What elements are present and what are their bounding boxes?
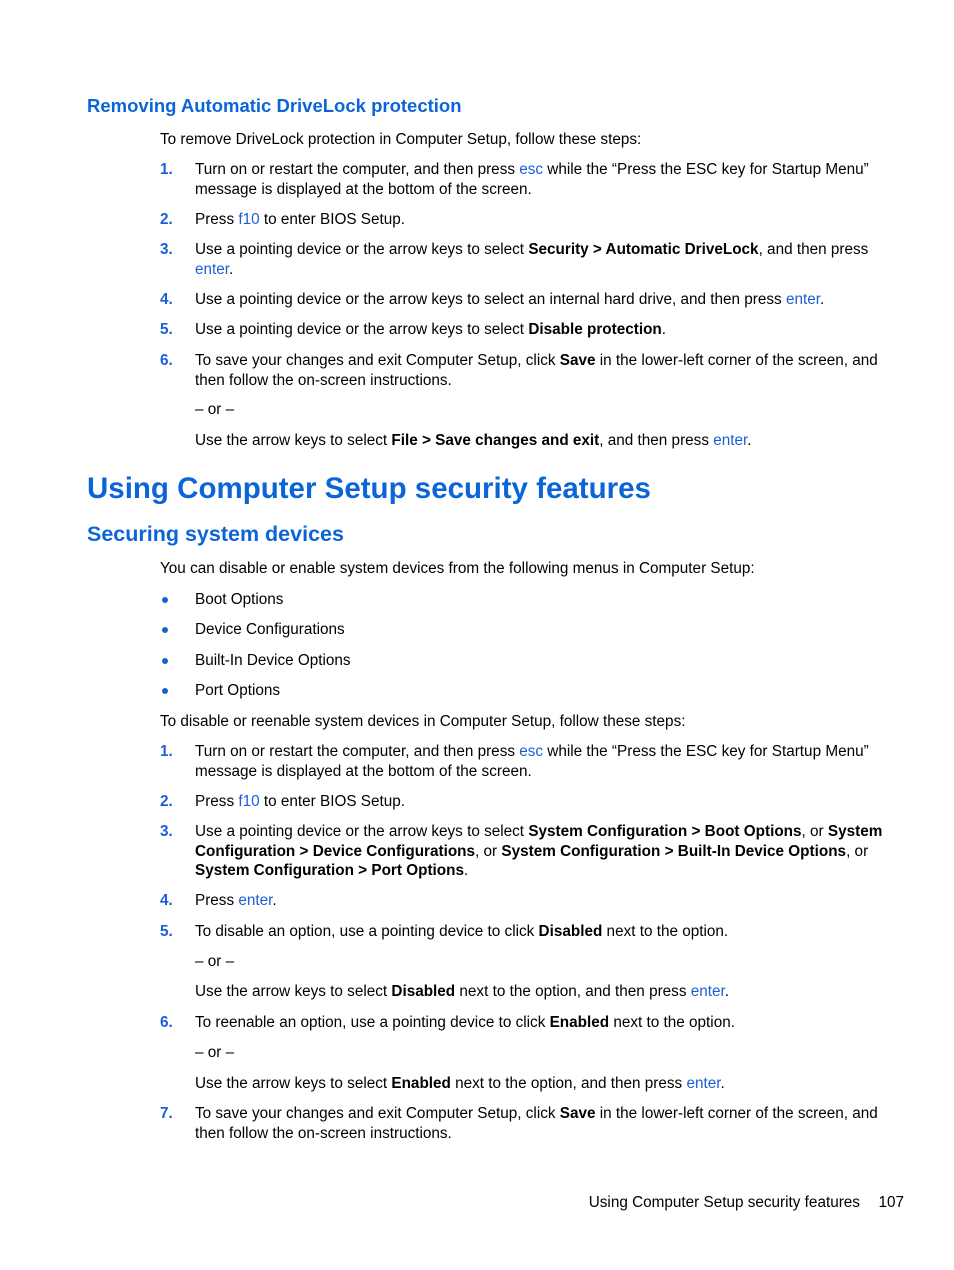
page-number: 107 <box>878 1194 904 1211</box>
key-enter: enter <box>238 892 273 909</box>
step-number: 7. <box>160 1105 173 1122</box>
step-text: Press f10 to enter BIOS Setup. <box>195 211 406 228</box>
footer-title: Using Computer Setup security features <box>588 1194 860 1211</box>
key-esc: esc <box>519 743 544 760</box>
or-separator: – or – <box>195 1044 235 1061</box>
bullet-icon <box>162 597 168 603</box>
step-number: 3. <box>160 823 173 840</box>
section-heading-removing-drivelock: Removing Automatic DriveLock protection <box>87 95 462 116</box>
key-esc: esc <box>519 161 544 178</box>
step-text: Turn on or restart the computer, and then press esc while the “Press the ESC key for Startup Menu” message is displayed at the bottom of the screen. <box>195 743 869 780</box>
key-enter: enter <box>713 432 748 449</box>
step-text: Use a pointing device or the arrow keys to select an internal hard drive, and then press enter. <box>195 291 825 308</box>
page-title: Using Computer Setup security features <box>87 472 651 505</box>
step-text: Press f10 to enter BIOS Setup. <box>195 793 406 810</box>
or-separator: – or – <box>195 953 235 970</box>
key-enter: enter <box>686 1075 721 1092</box>
step-number: 4. <box>160 291 173 308</box>
step-text: To save your changes and exit Computer Setup, click Save in the lower-left corner of the screen, and then follow the on-screen instructions. <box>195 1105 878 1142</box>
step-text: Use a pointing device or the arrow keys to select Disable protection. <box>195 321 667 338</box>
key-f10: f10 <box>238 793 260 810</box>
step-number: 6. <box>160 352 173 369</box>
bullet-icon <box>162 658 168 664</box>
key-enter: enter <box>195 260 230 278</box>
step-number: 5. <box>160 321 173 338</box>
step-number: 6. <box>160 1014 173 1031</box>
step-number: 2. <box>160 793 173 810</box>
paragraph-intro: To remove DriveLock protection in Computer Setup, follow these steps: <box>160 131 642 148</box>
document-page: Removing Automatic DriveLock protection To remove DriveLock protection in Computer Setup, follow these steps: 1. Turn on or restart the computer, and then press esc while the “Press the ESC key for Startup Menu” message is displayed at the bottom of the screen. 2. Press f10 to enter BIOS Setup. 3. Use a pointing device or the arrow keys to select Security > Automatic DriveLock, and then press enter. 4. Use a pointing device or the arrow keys to select an internal hard drive, and then press enter. 5. Use a pointing device or the arrow keys to select Disable protection. 6. To save your changes and exit Computer Setup, click Save in the lower-left corner of the screen, and then follow the on-screen instructions. – or – Use the arrow keys to select File > Save changes and exit, and then press enter. Using Computer Setup security features Securing system devices You can disable or enable system devices from the following menus in Computer Setup: Boot Options Device Configurations Built-In Device Options Port Options To disable or reenable system devices in Computer Setup, follow these steps: 1. Turn on or restart the computer, and then press esc while the “Press the ESC key for Startup Menu” message is displayed at the bottom of the screen. 2. Press f10 to enter BIOS Setup. 3. Use a pointing device or the arrow keys to select System Configuration > Boot Options, or System Configuration > Device Configurations, or System Configuration > Built-In Device Options, or System Configuration > Port Options. 4. Press enter. 5. To disable an option, use a pointing device to click Disabled next to the option. – or – Use the arrow keys to select Disabled next to the option, and then press enter. 6. To reenable an option, use a pointing device to click Enabled next to the option. – or – Use the arrow keys to select Enabled next to the option, and then press enter. 7. To save your changes and exit Computer Setup, click Save in the lower-left corner of the screen, and then follow the on-screen instructions. Using Computer Setup security features 107 <box>87 95 904 1211</box>
step-text: To save your changes and exit Computer Setup, click Save in the lower-left corner of the screen, and then follow the on-screen instructions. <box>195 352 878 389</box>
alt-instruction: Use the arrow keys to select File > Save changes and exit, and then press enter. <box>195 432 752 449</box>
alt-instruction: Use the arrow keys to select Enabled next to the option, and then press enter. <box>195 1075 725 1092</box>
step-text: To disable an option, use a pointing device to click Disabled next to the option. <box>195 923 729 940</box>
step-number: 5. <box>160 923 173 940</box>
paragraph-intro: You can disable or enable system devices from the following menus in Computer Setup: <box>160 560 755 577</box>
step-number: 3. <box>160 241 173 258</box>
key-enter: enter <box>690 983 725 1000</box>
key-enter: enter <box>785 291 820 308</box>
bullet-icon <box>162 627 168 633</box>
key-f10: f10 <box>238 211 260 228</box>
alt-instruction: Use the arrow keys to select Disabled next to the option, and then press enter. <box>195 983 730 1000</box>
section-heading-securing-devices: Securing system devices <box>87 522 344 546</box>
step-text: Use a pointing device or the arrow keys to select System Configuration > Boot Options, or System Configuration > Device Configurations, or System Configuration > Built-In Device Options, or System Configuration > Port Options. <box>195 823 883 879</box>
paragraph-intro-2: To disable or reenable system devices in Computer Setup, follow these steps: <box>160 713 686 730</box>
step-number: 1. <box>160 161 173 178</box>
step-number: 1. <box>160 743 173 760</box>
step-text: Press enter. <box>195 892 277 909</box>
step-number: 4. <box>160 892 173 909</box>
page-footer <box>589 1193 904 1213</box>
step-number: 2. <box>160 211 173 228</box>
step-text: Use a pointing device or the arrow keys to select Security > Automatic DriveLock, and then press enter. <box>195 241 869 278</box>
step-text: To reenable an option, use a pointing device to click Enabled next to the option. <box>195 1014 735 1031</box>
bullet-icon <box>162 688 168 694</box>
or-separator: – or – <box>195 401 235 418</box>
step-text: Turn on or restart the computer, and then press esc while the “Press the ESC key for Startup Menu” message is displayed at the bottom of the screen. <box>195 161 869 198</box>
